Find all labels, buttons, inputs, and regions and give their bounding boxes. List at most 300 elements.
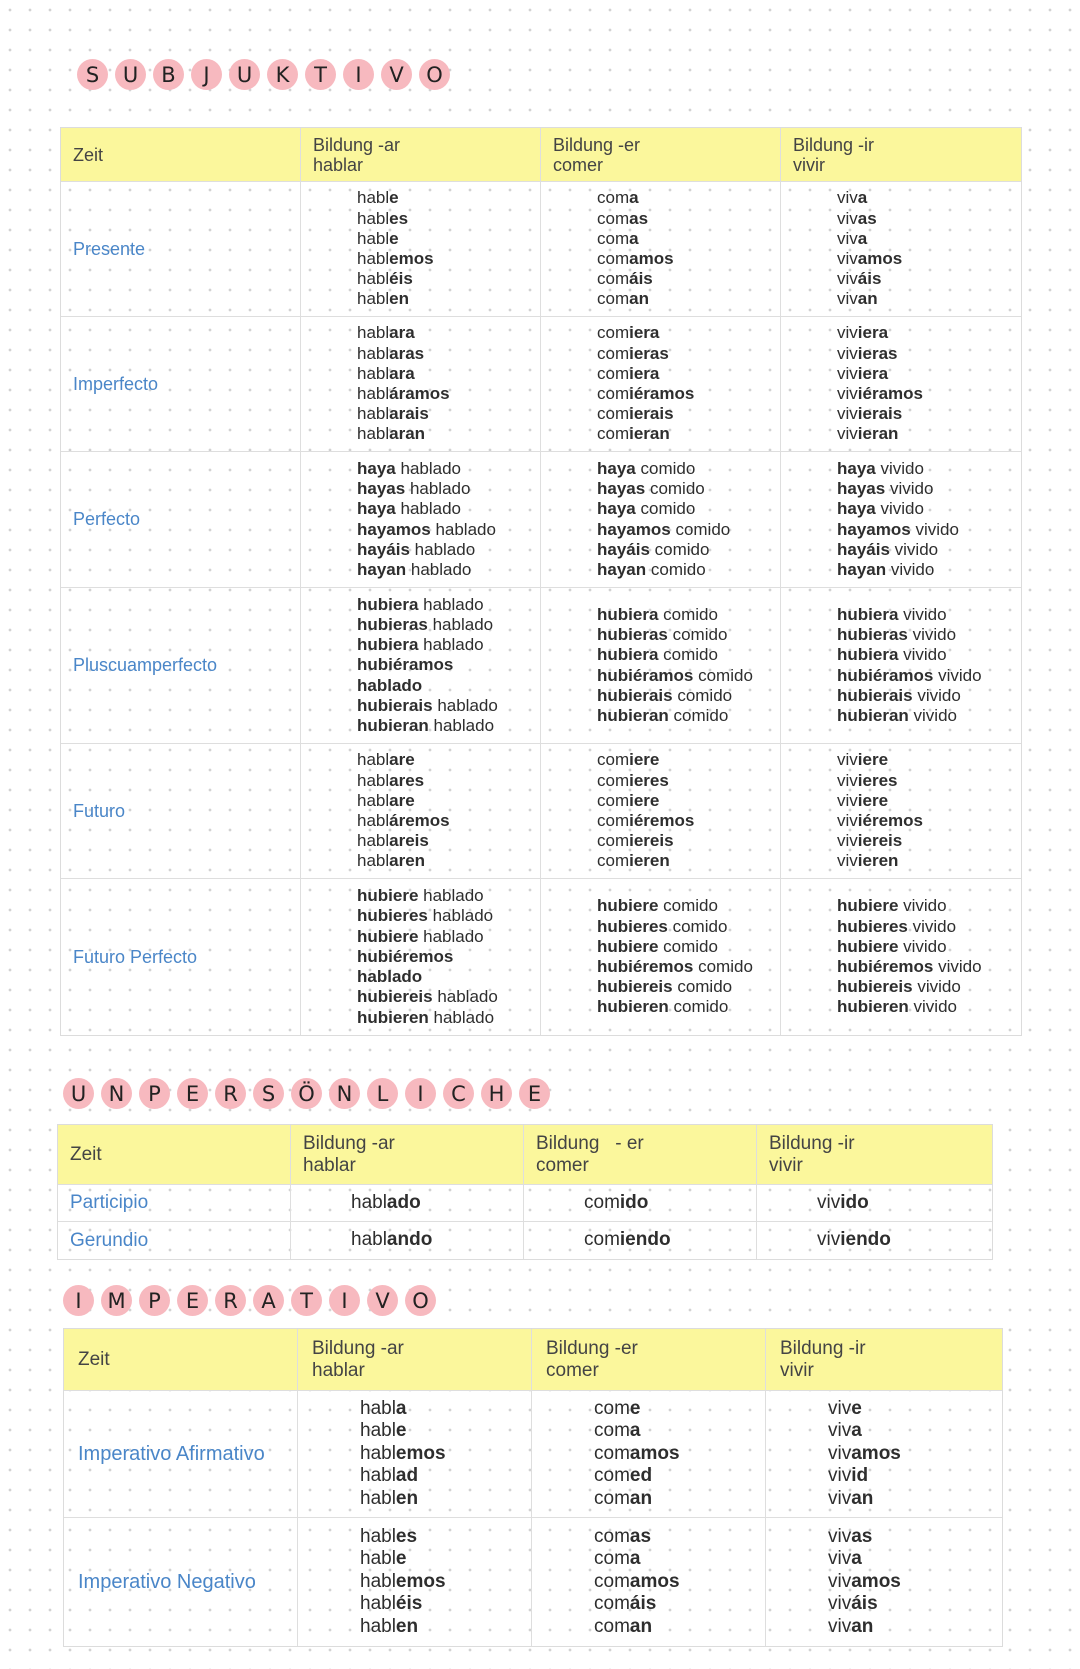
tense-label: Pluscuamperfecto [61, 588, 301, 744]
form-stem: com [597, 770, 630, 790]
form-ending: are [389, 750, 415, 770]
form-stem: hubiera [837, 645, 904, 665]
form-stem: hubiéremos [597, 957, 699, 976]
conjugation-form [594, 1548, 765, 1571]
form-stem: hayan [837, 559, 891, 579]
conjugation-form [357, 886, 540, 906]
form-stem: viv [828, 1615, 852, 1637]
form-stem: hubieran [837, 705, 914, 725]
form-stem: haya [357, 499, 401, 519]
conjugation-form [837, 625, 1021, 645]
column-header-verb: hablar [313, 154, 364, 175]
form-stem: habl [357, 228, 390, 248]
form-ending: ieras [629, 343, 669, 363]
form-ending: iere [629, 750, 660, 770]
form-stem: habl [357, 343, 390, 363]
conjugation-form [594, 1443, 765, 1466]
conjugation-form [597, 831, 780, 851]
conjugation-form [360, 1593, 531, 1616]
form-ending: e [851, 1397, 862, 1419]
form-stem: viv [828, 1548, 852, 1570]
conjugation-form [357, 384, 540, 404]
form-stem: habl [360, 1525, 396, 1547]
column-header [58, 1125, 291, 1185]
conjugation-form [597, 188, 780, 208]
form-stem: viv [817, 1229, 841, 1251]
conjugation-form [837, 666, 1021, 686]
conjugation-form [837, 499, 1021, 519]
form-ending: ierais [629, 404, 674, 424]
form-ending: ieran [629, 424, 670, 444]
form-stem: viv [817, 1191, 841, 1213]
column-header-verb: comer [553, 154, 604, 175]
form-ending: comido [663, 896, 718, 916]
form-ending: comido [672, 625, 728, 645]
conjugation-form [837, 364, 1021, 384]
conjugation-cell [541, 182, 781, 317]
form-stem: com [594, 1465, 630, 1487]
form-ending: vivido [880, 458, 924, 478]
form-stem: com [594, 1525, 630, 1547]
form-ending: vivido [917, 685, 961, 705]
tense-label: Imperfecto [61, 317, 301, 452]
form-ending: hablado [423, 635, 484, 655]
unpersoenliche-table [57, 1124, 993, 1260]
conjugation-cell [532, 1391, 766, 1518]
form-stem: viv [837, 790, 858, 810]
form-ending: ierais [857, 404, 903, 424]
form-ending: amos [857, 249, 903, 268]
heading-letter: I [343, 59, 374, 90]
form-ending: iera [629, 363, 660, 383]
section-heading-imperativo [63, 1285, 443, 1316]
conjugation-form [837, 977, 1021, 997]
conjugation-form [597, 289, 780, 309]
form-stem: habl [357, 424, 390, 444]
conjugation-form [357, 987, 540, 1007]
conjugation-form [837, 771, 1021, 791]
form-ending: as [857, 208, 877, 228]
column-header-title: Zeit [70, 1143, 102, 1165]
conjugation-cell [291, 1222, 524, 1259]
form-ending: hablado [437, 987, 498, 1007]
form-ending: hablado [433, 716, 495, 735]
conjugation-form [357, 771, 540, 791]
heading-letter: N [101, 1078, 132, 1109]
column-header-title: Bildung -ir [769, 1132, 855, 1154]
form-ending: vivido [880, 499, 924, 519]
conjugation-cell [766, 1391, 1002, 1518]
form-ending: iéremos [629, 811, 695, 830]
conjugation-form [351, 1193, 523, 1213]
form-ending: hablado [400, 499, 461, 519]
tense-label: Presente [61, 182, 301, 317]
form-stem: hubieres [837, 916, 913, 936]
form-stem: habl [357, 384, 390, 403]
conjugation-cell [781, 452, 1021, 588]
form-ending: e [395, 1548, 407, 1570]
column-header-verb: vivir [780, 1359, 814, 1381]
conjugation-form [360, 1443, 531, 1466]
form-stem: habl [357, 750, 390, 770]
form-stem: habl [360, 1397, 396, 1419]
conjugation-cell [781, 182, 1021, 317]
column-header-verb: comer [536, 1154, 589, 1176]
form-stem: com [597, 228, 630, 248]
tense-label: Gerundio [58, 1222, 291, 1259]
form-stem: hayáis [597, 539, 655, 559]
heading-letter: R [215, 1285, 246, 1316]
form-ending: hablado [432, 614, 494, 634]
form-ending: aren [389, 851, 426, 871]
conjugation-form [357, 595, 540, 615]
conjugation-form [597, 811, 780, 831]
form-ending: an [857, 289, 878, 309]
conjugation-form [360, 1571, 531, 1594]
form-stem: com [597, 790, 630, 810]
form-stem: hubiere [837, 896, 904, 916]
form-ending: comido [675, 519, 731, 539]
form-stem: haya [837, 499, 881, 519]
form-stem: viv [837, 363, 858, 383]
form-ending: ieren [629, 851, 670, 871]
heading-letter: I [63, 1285, 94, 1316]
conjugation-form [597, 520, 780, 540]
form-stem: viv [828, 1465, 852, 1487]
form-stem: com [597, 323, 630, 343]
form-ending: es [389, 208, 409, 228]
form-ending: comido [640, 499, 696, 519]
conjugation-cell [301, 452, 541, 588]
form-stem: habl [360, 1615, 396, 1637]
form-stem: hayan [597, 559, 651, 579]
column-header [301, 128, 541, 182]
form-ending: an [851, 1487, 874, 1509]
heading-letter: I [405, 1078, 436, 1109]
column-header [64, 1329, 298, 1391]
heading-letter: U [115, 59, 146, 90]
form-ending: hablado [414, 539, 476, 559]
heading-letter: K [267, 59, 298, 90]
conjugation-form [357, 750, 540, 770]
conjugation-form [597, 706, 780, 726]
conjugation-form [584, 1193, 756, 1213]
form-stem: hubierais [597, 685, 678, 705]
column-header-verb: vivir [769, 1154, 803, 1176]
form-stem: habl [357, 363, 390, 383]
form-ending: iendo [619, 1229, 671, 1251]
form-stem: hubiéramos [597, 665, 699, 685]
conjugation-form [597, 540, 780, 560]
conjugation-form [837, 344, 1021, 364]
heading-letter: E [177, 1078, 208, 1109]
form-ending: iereis [629, 831, 674, 851]
form-ending: vivido [903, 604, 947, 624]
form-stem: com [594, 1487, 630, 1509]
form-stem: com [597, 851, 630, 871]
tense-label: Participio [58, 1185, 291, 1222]
form-ending: vivido [903, 936, 947, 956]
form-stem: com [597, 249, 630, 268]
conjugation-form [360, 1465, 531, 1488]
conjugation-form [597, 791, 780, 811]
form-ending: iera [629, 323, 660, 343]
form-stem: viv [828, 1570, 852, 1592]
conjugation-form [360, 1488, 531, 1511]
conjugation-cell [541, 452, 781, 588]
form-ending: vivido [917, 977, 961, 997]
conjugation-form [360, 1420, 531, 1443]
form-stem: hayas [597, 479, 650, 499]
conjugation-form [837, 831, 1021, 851]
column-header [532, 1329, 766, 1391]
form-stem: hayamos [357, 519, 436, 539]
form-ending: e [389, 188, 399, 208]
form-stem: hayan [357, 559, 411, 579]
heading-letter: P [139, 1285, 170, 1316]
column-header [524, 1125, 757, 1185]
conjugation-form [837, 269, 1021, 289]
form-stem: habl [351, 1191, 387, 1213]
form-ending: aras [389, 343, 425, 363]
form-stem: com [597, 404, 630, 424]
conjugation-form [357, 791, 540, 811]
conjugation-cell [781, 744, 1021, 879]
form-ending: areis [389, 831, 429, 851]
form-stem: hubiera [357, 594, 424, 614]
form-stem: hubiere [597, 936, 664, 956]
heading-letter: B [153, 59, 184, 90]
form-stem: hubieras [837, 625, 913, 645]
form-ending: are [389, 790, 415, 810]
conjugation-form [828, 1488, 1002, 1511]
conjugation-cell [781, 588, 1021, 744]
conjugation-form [828, 1526, 1002, 1549]
form-stem: hubieren [837, 997, 914, 1017]
form-ending: iere [857, 750, 889, 770]
form-stem: habl [357, 851, 390, 871]
form-ending: iere [857, 790, 889, 810]
form-ending: comido [663, 604, 718, 624]
heading-letter: P [139, 1078, 170, 1109]
conjugation-form [597, 459, 780, 479]
form-ending: hablado [409, 479, 471, 499]
form-ending: id [851, 1465, 869, 1487]
form-ending: comido [698, 665, 753, 685]
form-ending: vivido [890, 559, 935, 579]
conjugation-form [597, 560, 780, 580]
conjugation-cell [766, 1518, 1002, 1646]
conjugation-cell [781, 317, 1021, 452]
form-stem: viv [837, 851, 858, 871]
form-ending: hablado [435, 519, 496, 539]
conjugation-form [837, 896, 1021, 916]
conjugation-cell [524, 1185, 757, 1222]
heading-letter: O [405, 1285, 436, 1316]
conjugation-form [357, 269, 540, 289]
column-header-title: Bildung -er [553, 134, 641, 155]
conjugation-form [837, 249, 1021, 269]
form-ending: as [629, 1525, 652, 1547]
form-ending: comido [640, 458, 696, 478]
form-stem: viv [837, 343, 858, 363]
conjugation-cell [532, 1518, 766, 1646]
form-stem: hubiere [597, 896, 664, 916]
conjugation-form [357, 520, 540, 540]
conjugation-form [357, 459, 540, 479]
form-ending: hablado [437, 695, 498, 715]
form-stem: viv [837, 424, 858, 444]
form-ending: ido [840, 1191, 869, 1213]
conjugation-form [357, 1008, 540, 1028]
form-ending: aran [389, 424, 426, 444]
form-ending: e [395, 1420, 407, 1442]
conjugation-form [597, 344, 780, 364]
form-ending: áramos [389, 384, 450, 403]
form-stem: com [584, 1229, 620, 1251]
conjugation-form [597, 896, 780, 916]
form-stem: hubiéremos [357, 946, 454, 966]
conjugation-form [837, 917, 1021, 937]
form-stem: hubieran [597, 705, 674, 725]
form-stem: hubiéremos [837, 957, 939, 976]
form-stem: hubiere [357, 926, 424, 946]
section-heading-subjuntivo [77, 59, 457, 90]
form-stem: com [594, 1570, 630, 1592]
form-stem: hubiera [597, 604, 664, 624]
form-stem: hablado [357, 967, 423, 987]
heading-letter: M [101, 1285, 132, 1316]
conjugation-form [597, 957, 780, 977]
column-header-verb: comer [546, 1359, 599, 1381]
form-ending: ieras [857, 343, 898, 363]
column-header [781, 128, 1021, 182]
conjugation-form [357, 676, 540, 696]
conjugation-form [357, 479, 540, 499]
form-ending: a [629, 1548, 641, 1570]
column-header-title: Bildung -ar [303, 1132, 395, 1154]
form-stem: viv [837, 249, 858, 268]
form-ending: e [389, 228, 399, 248]
form-ending: iéremos [857, 811, 923, 830]
form-stem: com [594, 1615, 630, 1637]
tense-label: Imperativo Negativo [64, 1518, 298, 1646]
form-stem: hubiere [837, 936, 904, 956]
form-ending: en [395, 1487, 419, 1509]
heading-letter: C [443, 1078, 474, 1109]
form-stem: hubieran [357, 716, 434, 735]
column-header [541, 128, 781, 182]
conjugation-form [597, 917, 780, 937]
form-ending: iera [857, 323, 889, 343]
column-header-verb: hablar [303, 1154, 356, 1176]
conjugation-form [357, 716, 540, 736]
conjugation-form [837, 560, 1021, 580]
form-ending: a [395, 1397, 407, 1419]
form-ending: áremos [389, 811, 450, 830]
conjugation-form [594, 1526, 765, 1549]
form-ending: vivido [903, 645, 947, 665]
form-stem: com [597, 750, 630, 770]
form-ending: vivido [913, 997, 957, 1017]
conjugation-form [837, 791, 1021, 811]
column-header-title: Zeit [78, 1348, 110, 1370]
conjugation-form [597, 851, 780, 871]
conjugation-form [357, 229, 540, 249]
form-ending: emos [395, 1570, 446, 1592]
form-ending: ando [386, 1229, 433, 1251]
form-stem: viv [828, 1525, 852, 1547]
conjugation-form [597, 404, 780, 424]
form-stem: hubieres [597, 916, 673, 936]
tense-label: Imperativo Afirmativo [64, 1391, 298, 1518]
conjugation-form [837, 645, 1021, 665]
conjugation-form [594, 1616, 765, 1639]
form-stem: habl [357, 811, 390, 830]
conjugation-form [360, 1548, 531, 1571]
form-stem: viv [828, 1420, 852, 1442]
conjugation-form [837, 937, 1021, 957]
conjugation-form [597, 499, 780, 519]
conjugation-form [357, 615, 540, 635]
conjugation-cell [757, 1185, 992, 1222]
form-ending: comido [673, 997, 729, 1017]
form-ending: es [395, 1525, 418, 1547]
conjugation-form [357, 249, 540, 269]
form-stem: hubiéramos [357, 655, 454, 675]
conjugation-form [817, 1230, 992, 1250]
form-ending: ado [386, 1191, 421, 1213]
conjugation-cell [524, 1222, 757, 1259]
form-ending: a [629, 188, 639, 208]
form-ending: áis [629, 269, 653, 289]
heading-letter: J [191, 59, 222, 90]
form-ending: áis [629, 1593, 657, 1615]
column-header [61, 128, 301, 182]
form-ending: a [629, 1420, 641, 1442]
conjugation-form [597, 625, 780, 645]
form-stem: viv [837, 811, 858, 830]
form-stem: viv [837, 404, 858, 424]
form-stem: habl [357, 404, 390, 424]
conjugation-form [828, 1616, 1002, 1639]
form-stem: haya [357, 458, 401, 478]
form-ending: iéramos [857, 384, 923, 403]
form-stem: com [594, 1442, 630, 1464]
form-ending: as [629, 208, 649, 228]
form-stem: habl [357, 188, 390, 208]
subjuntivo-table [60, 127, 1022, 1036]
form-stem: hablado [357, 675, 423, 695]
form-ending: hablado [423, 926, 484, 946]
form-stem: habl [357, 269, 390, 289]
heading-letter: V [367, 1285, 398, 1316]
column-header-title: Zeit [73, 144, 104, 165]
conjugation-form [351, 1230, 523, 1250]
conjugation-form [357, 967, 540, 987]
form-ending: ieres [857, 770, 898, 790]
form-ending: comido [672, 916, 728, 936]
form-stem: com [597, 363, 630, 383]
heading-letter: V [381, 59, 412, 90]
conjugation-form [597, 771, 780, 791]
form-stem: hubieren [597, 997, 674, 1017]
conjugation-form [837, 811, 1021, 831]
heading-letter: R [215, 1078, 246, 1109]
form-ending: áis [857, 269, 882, 289]
conjugation-form [594, 1398, 765, 1421]
form-stem: habl [357, 790, 390, 810]
